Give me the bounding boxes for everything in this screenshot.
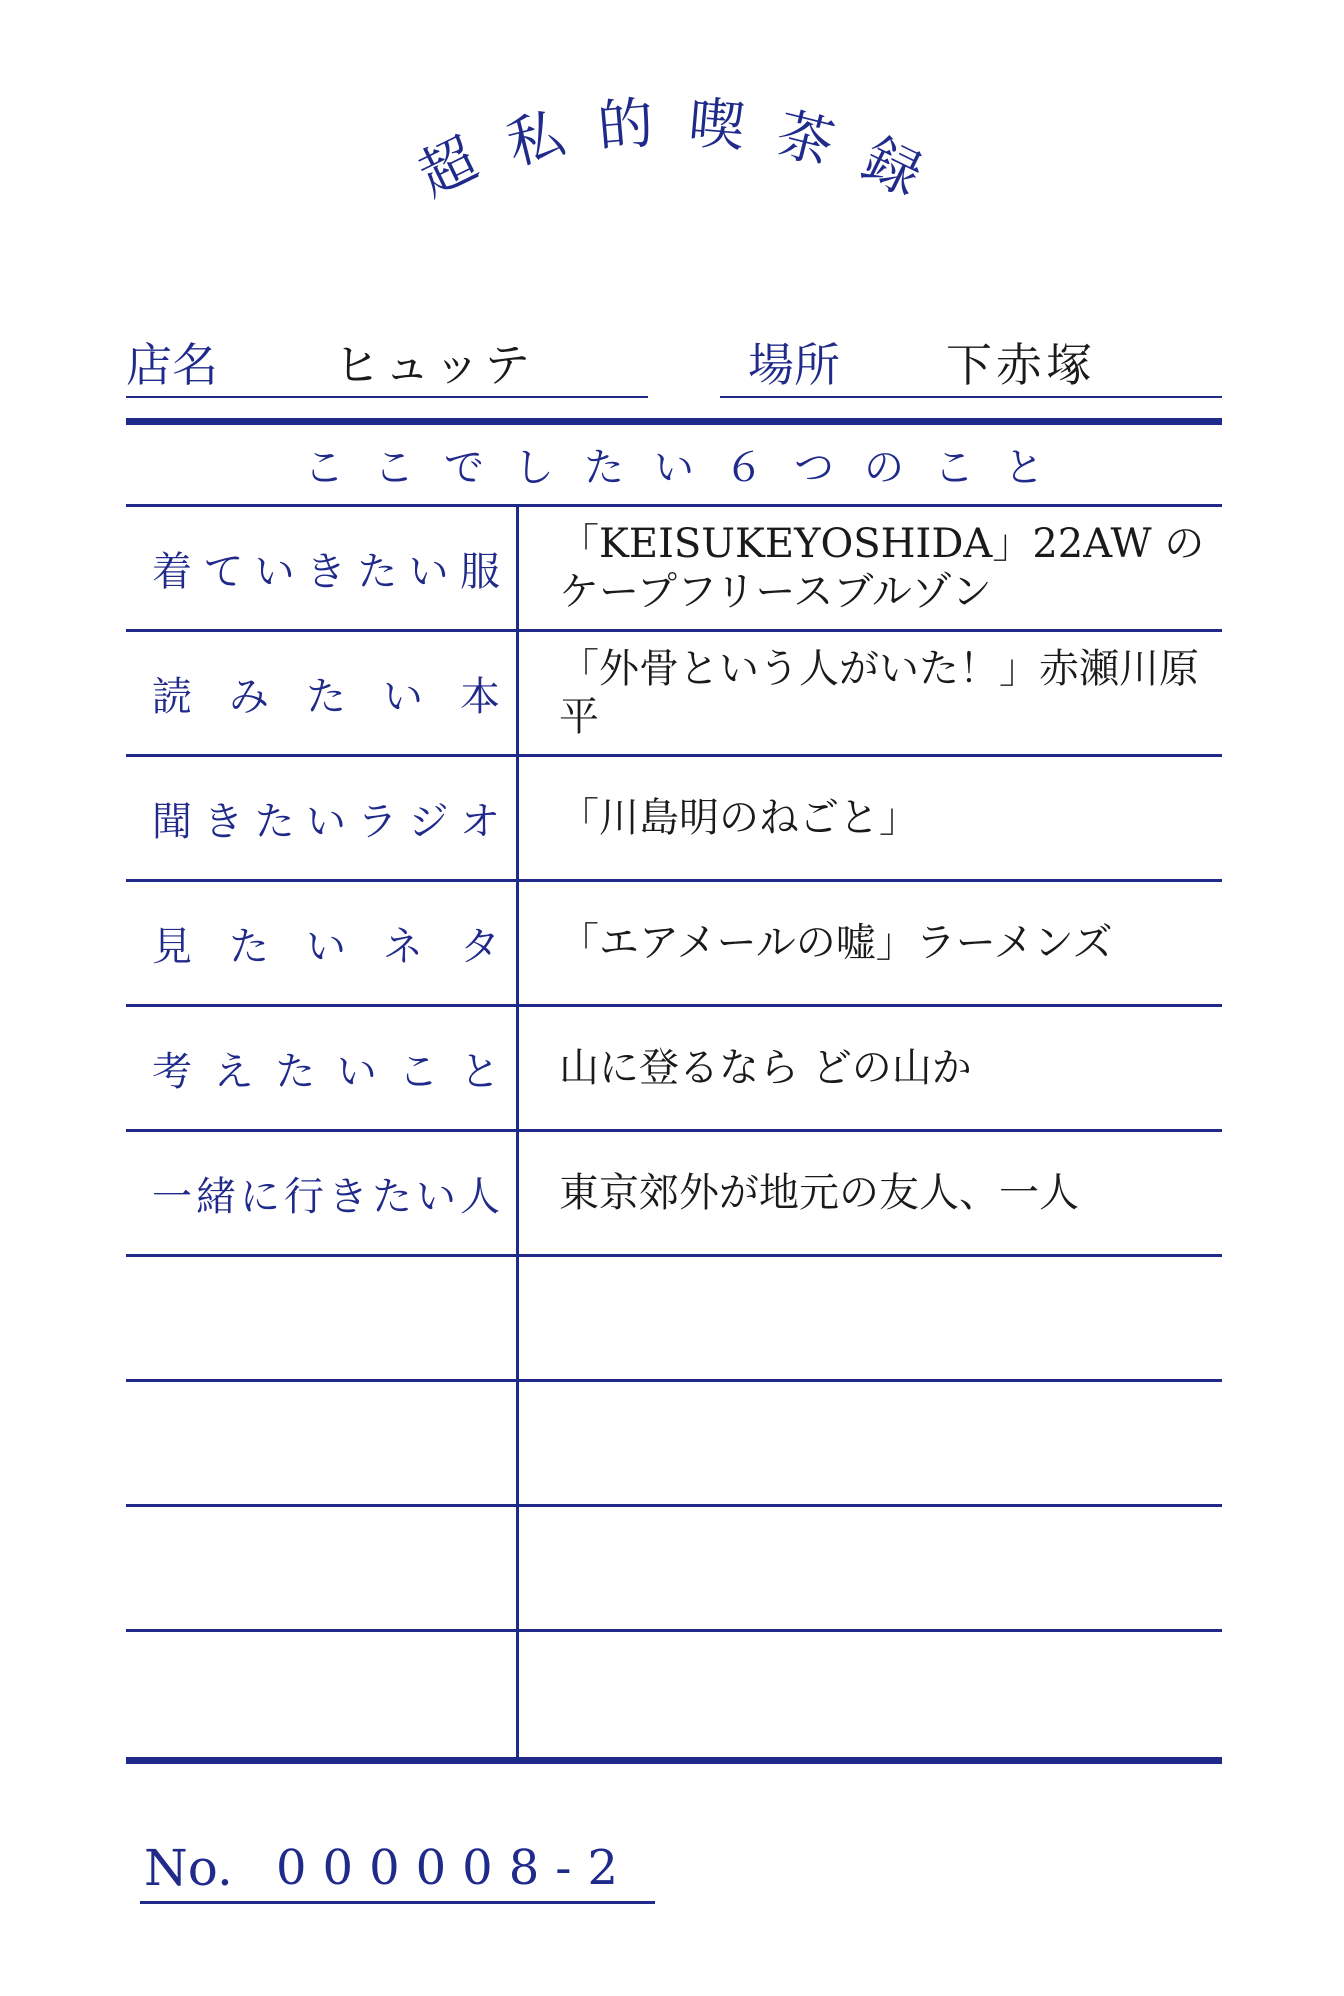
record-number [140,1832,655,1904]
number-label: No. [144,1839,233,1897]
row-value: 「外骨という人がいた！」赤瀬川原平 [559,646,1199,740]
shop-value: ヒュッテ [334,338,534,392]
table-row [126,1132,1222,1257]
row-label-cell [126,882,519,1004]
row-label-cell [126,1132,519,1254]
table-row [126,632,1222,757]
row-label: 一緒に行きたい人 [152,1173,500,1220]
row-label-cell [126,507,519,629]
place-value: 下赤塚 [946,338,1096,392]
title-char: 茶 [770,101,841,178]
table-row [126,1507,1222,1632]
shop-label: 店名 [126,338,218,392]
title-char: 超 [408,126,488,210]
row-label: 聞きたいラジオ [152,798,500,845]
title-char: 喫 [685,90,748,161]
page-title [0,0,1344,260]
title-char: 的 [594,90,657,161]
row-value [519,1507,1222,1629]
table-row [126,507,1222,632]
wish-table [126,418,1222,1764]
row-value: 「川島明のねごと」 [559,795,919,841]
title-char: 録 [852,126,932,210]
row-label-cell [126,757,519,879]
title-char: 私 [500,101,571,178]
table-row [126,882,1222,1007]
row-label-cell [126,1382,519,1504]
row-label: 読みたい本 [152,673,500,720]
table-row [126,1632,1222,1757]
row-label: 着ていきたい服 [152,548,500,595]
table-row [126,1382,1222,1507]
table-heading: ここでしたい６つのこと [126,425,1222,507]
table-row [126,757,1222,882]
row-label-cell [126,1632,519,1757]
row-value [519,1632,1222,1757]
table-row [126,1257,1222,1382]
row-label: 見たいネタ [152,923,500,970]
shop-field [126,328,648,398]
row-label-cell [126,632,519,754]
row-value [519,1257,1222,1379]
row-value: 山に登るなら どの山か [559,1045,972,1091]
row-label-cell [126,1257,519,1379]
table-row [126,1007,1222,1132]
row-value: 「エアメールの嘘」ラーメンズ [559,920,1113,966]
row-value [519,1382,1222,1504]
place-label: 場所 [748,338,840,392]
row-label: 考えたいこと [152,1048,500,1095]
row-label-cell [126,1507,519,1629]
row-value: 東京郊外が地元の友人、一人 [559,1170,1079,1216]
row-label-cell [126,1007,519,1129]
row-value: 「KEISUKEYOSHIDA」22AW の ケープフリースブルゾン [559,521,1205,615]
number-value: 000008-2 [276,1840,634,1896]
place-field [720,328,1222,398]
